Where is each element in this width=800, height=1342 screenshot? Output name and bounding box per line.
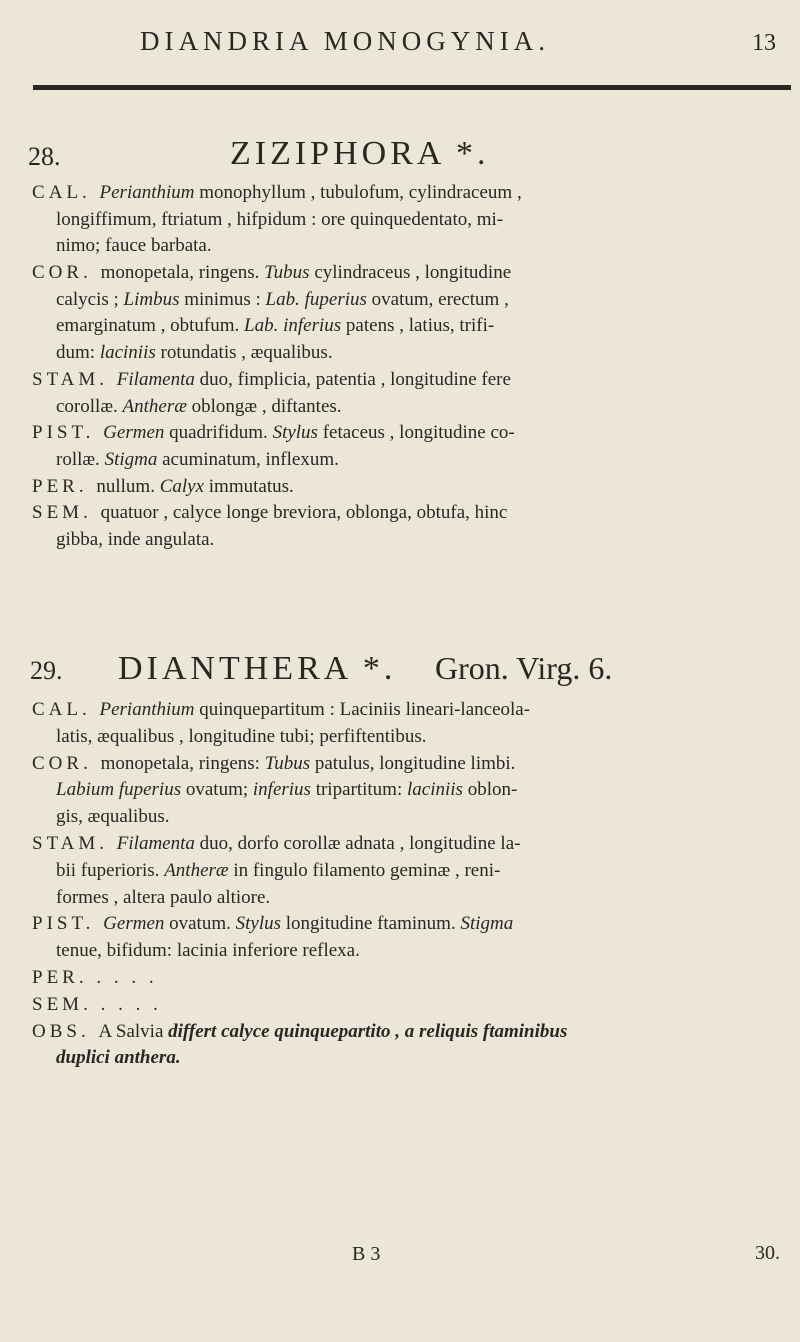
text-span: bii fuperioris. [56,859,165,881]
genus-number: 28. [28,142,61,171]
text-span: Antheræ [122,395,187,417]
text-span: duo, dorfo corollæ adnata , longitudine la- [194,832,521,854]
text-span: ovatum; [181,779,253,801]
genus-number: 29. [30,656,63,685]
text-span: longitudine ftaminum. [281,913,461,935]
text-span: in fingulo filamento geminæ , reni- [228,859,501,881]
text-line [32,447,792,474]
text-span: gibba, inde angulata. [56,528,215,550]
text-span: fetaceus , longitudine co- [317,422,515,444]
text-line [32,885,792,912]
text-line [32,180,792,207]
text-line [32,394,792,421]
text-span: emarginatum , obtufum. [56,315,245,337]
text-span: nimo; fauce barbata. [56,235,212,257]
text-span: differt calyce quinquepartito , a reliquis ftaminibus [168,1020,568,1042]
text-line [32,233,792,260]
section-label: C [32,182,49,203]
section-label: OBS. [32,1020,99,1042]
section-label: PER. [32,475,97,497]
text-line [32,207,792,234]
text-span: laciniis [407,779,463,801]
text-span: immutatus. [204,475,294,497]
text-span: oblon- [462,779,518,801]
text-span: A Salvia [98,1020,169,1042]
text-line [32,287,792,314]
text-span: inferius [252,779,311,801]
text-span: nullum. [96,475,160,497]
text-span: quadrifidum. [164,422,273,444]
catchword: 30. [755,1242,780,1264]
text-span: Calyx [159,475,205,497]
text-line [32,500,792,527]
text-span: Stylus [272,422,318,444]
text-span: cylindraceus , longitudine [309,262,512,284]
text-line [32,965,792,992]
section-label: SEM. . . . . [32,993,162,1015]
text-line [32,751,792,778]
text-span: oblongæ , diftantes. [186,395,342,417]
section-label: CAL. [32,699,100,720]
text-line [32,777,792,804]
section-label: PIST. [32,422,104,444]
text-line [32,260,792,287]
section-label: STAM. [32,368,117,390]
genus-description-29 [32,697,792,1072]
text-line [32,420,792,447]
text-span: duo, fimplicia, patentia , longitudine fere [194,368,511,390]
text-span: Germen [103,913,165,935]
text-span: tripartitum: [310,779,407,801]
text-span: Perianthium [99,182,195,203]
text-span: formes , altera paulo altiore. [56,886,271,908]
running-header [0,26,800,66]
text-span: patens , latius, trifi- [341,315,495,337]
page-number: 13 [752,30,776,56]
text-span: longiffimum, ftriatum , hifpidum : ore quinquedentato, mi- [56,208,504,230]
text-span: monopetala, ringens. [100,262,265,284]
text-span: Lab. fuperius [265,288,367,310]
text-line [32,697,792,724]
text-line [32,527,792,554]
text-span: Lab. inferius [244,315,342,337]
text-span: monopetala, ringens: [100,752,265,774]
text-span: acuminatum, inflexum. [157,448,339,470]
running-title: DIANDRIA MONOGYNIA. [140,26,550,56]
text-line [32,1019,792,1046]
text-span: Filamenta [116,832,195,854]
text-span: monophyllum , tubulofum, cylindraceum , [194,182,522,203]
text-line [32,938,792,965]
text-span: patulus, longitudine limbi. [310,752,516,774]
text-span: tenue, bifidum: lacinia inferiore reflexa. [56,940,360,962]
text-span: rotundatis , æqualibus. [155,342,333,364]
text-line [32,831,792,858]
section-label: STAM. [32,832,117,854]
text-line [32,313,792,340]
genus-name: DIANTHERA *. [118,650,397,687]
text-span: latis, æqualibus , longitudine tubi; perfiftentibus. [56,725,427,747]
text-span: Tubus [264,262,310,284]
text-line [32,340,792,367]
genus-description-28 [32,180,792,554]
text-span: calycis ; [56,288,124,310]
text-span: quinquepartitum : Laciniis lineari-lanceola- [194,699,531,720]
signature-mark: B 3 [352,1243,381,1265]
text-span: Germen [103,422,165,444]
text-line [32,367,792,394]
text-span: Stylus [235,913,282,935]
genus-name: ZIZIPHORA *. [230,135,490,172]
section-label: SEM. [32,502,101,524]
text-span: corollæ. [56,395,123,417]
genus-reference: Gron. Virg. 6. [435,650,613,686]
text-span: ovatum, erectum , [366,288,509,310]
text-span: Perianthium [99,699,195,720]
text-line [32,992,792,1019]
text-span: Filamenta [116,368,195,390]
text-span: Labium fuperius [56,779,182,801]
text-span: Antheræ [164,859,229,881]
text-span: Stigma [460,913,514,935]
section-label: PER. . . . . [32,966,158,988]
text-span: duplici anthera. [56,1047,181,1069]
text-line [32,911,792,938]
text-span: Stigma [104,448,158,470]
section-label: PIST. [32,913,104,935]
text-span: Tubus [264,752,311,774]
text-line [32,1045,792,1072]
text-span: Limbus [123,288,180,310]
text-span: ovatum. [164,913,236,935]
section-label: AL. [48,182,100,203]
section-label: COR. [32,752,101,774]
text-span: quatuor , calyce longe breviora, oblonga, obtufa, hinc [100,502,508,524]
text-line [32,804,792,831]
header-rule [33,85,791,90]
text-line [32,724,792,751]
text-span: laciniis [99,342,156,364]
section-label: COR. [32,262,101,284]
text-span: minimus : [179,288,266,310]
text-span: rollæ. [56,448,105,470]
text-span: dum: [56,342,100,364]
text-span: gis, æqualibus. [56,806,170,828]
text-line [32,858,792,885]
text-line [32,474,792,501]
